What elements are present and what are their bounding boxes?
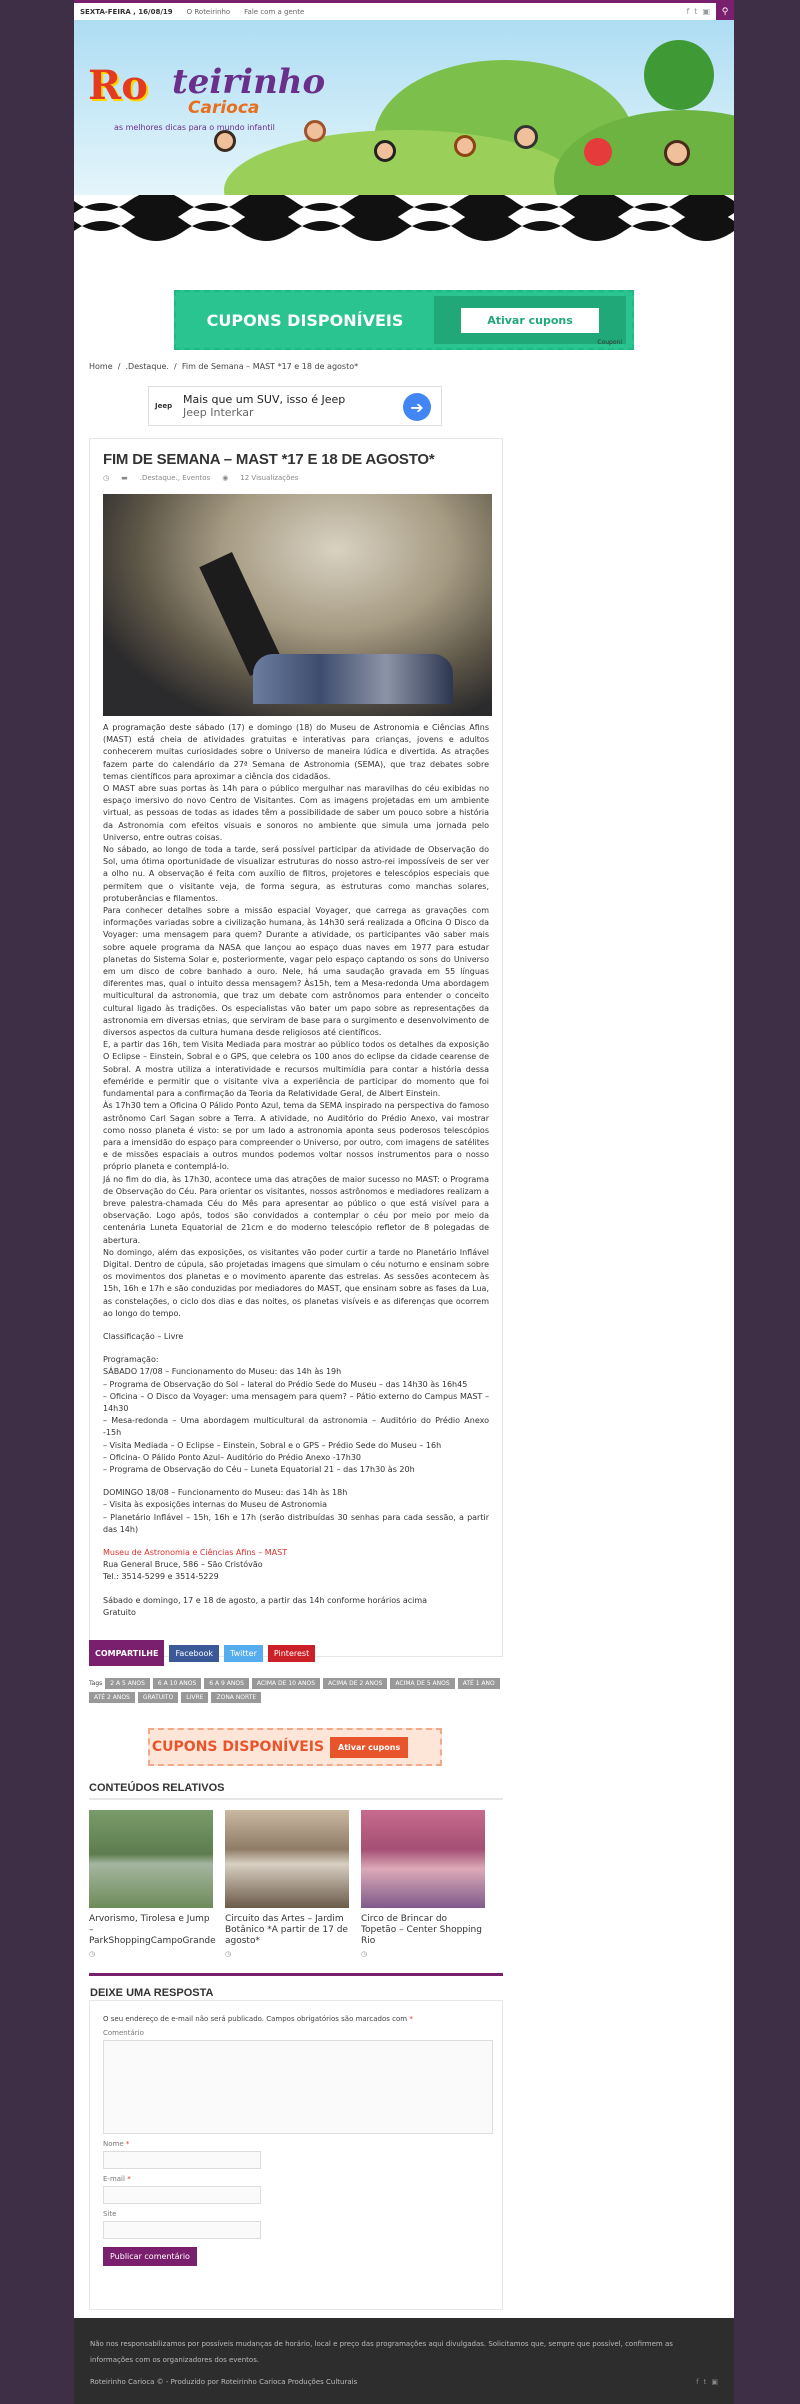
- site-input[interactable]: [103, 2221, 261, 2239]
- tag[interactable]: GRATUITO: [138, 1692, 178, 1703]
- footer-disclaimer: Não nos responsabilizamos por possíveis mudanças de horário, local e preço das programações aqui divulgadas. Solicitamos que, sempre que possível, confirmem as informações com os organizadores dos eventos.: [90, 2340, 673, 2364]
- program-line: – Oficina – O Disco da Voyager: uma mensagem para quem? – Pátio externo do Campus MAST – 14h30: [103, 1391, 489, 1413]
- instagram-icon[interactable]: ▣: [711, 2378, 718, 2386]
- breadcrumb-current: Fim de Semana – MAST *17 e 18 de agosto*: [181, 362, 359, 371]
- site-label: Site: [103, 2210, 117, 2218]
- tree-icon: [644, 40, 714, 110]
- paragraph: E, a partir das 16h, tem Visita Mediada para mostrar ao público todos os detalhes da exposição O Eclipse – Einstein, Sobral e o GPS, que celebra os 100 anos do eclipse da cidade cearense de Sobral. A mostra utiliza a interatividade e recursos multimídia para contar a história dessa efeméride e permitir que o visitante viva a experiência de participar do momento que foi fundamental para a confirmação da Teoria da Relatividade Geral, de Albert Einstein.: [103, 1040, 489, 1099]
- tag[interactable]: ATÉ 1 ANO: [458, 1678, 500, 1689]
- article-meta: [103, 474, 489, 482]
- clock-icon: ◷: [89, 1950, 96, 1958]
- kid-character-icon: [584, 138, 612, 166]
- breadcrumb-home[interactable]: Home: [89, 362, 113, 371]
- logo-tagline: as melhores dicas para o mundo infantil: [114, 123, 275, 132]
- tag[interactable]: ACIMA DE 5 ANOS: [390, 1678, 454, 1689]
- article: [89, 438, 503, 1657]
- comment-textarea[interactable]: [103, 2040, 493, 2134]
- related-thumbnail[interactable]: [225, 1810, 349, 1908]
- coupon-button-area: [434, 296, 626, 344]
- paragraph: A programação deste sábado (17) e domingo (18) do Museu de Astronomia e Ciências Afins (MAST) está cheia de atividades gratuitas e interativas para crianças, jovens e adultos conhecerem muitas curiosidades sobre o Universo de maneira lúdica e divertida. As atrações fazem parte do calendário da 27ª Semana de Astronomia (SEMA), que traz debates sobre temas científicos para aproximar a ciência dos cidadãos.: [103, 723, 489, 781]
- related-thumbnail[interactable]: [361, 1810, 485, 1908]
- site-footer: [74, 2318, 734, 2404]
- share-bar: [89, 1640, 503, 1666]
- article-category[interactable]: .Destaque., Eventos: [139, 474, 211, 482]
- kid-character-icon: [454, 135, 476, 157]
- paragraph: O MAST abre suas portas às 14h para o público mergulhar nas maravilhas do céu exibidas no espaço imersivo do novo Centro de Visitantes. Com as imagens projetadas em um ambiente virtual, as pessoas de todas as idades têm a possibilidade de saber um pouco sobre a história da Astronomia com efeitos visuais e sonoros no ambiente que simula uma jornada pelo Universo, entre outras coisas.: [103, 784, 489, 842]
- program-title: Programação:: [103, 1355, 159, 1365]
- program-line: – Mesa-redonda – Uma abordagem multicultural da astronomia – Auditório do Prédio Anexo -15h: [103, 1416, 489, 1438]
- kid-character-icon: [214, 130, 236, 152]
- clock-icon: ◷: [225, 1950, 232, 1958]
- kid-character-icon: [374, 140, 396, 162]
- tag[interactable]: 2 A 5 ANOS: [105, 1678, 150, 1689]
- tag[interactable]: ACIMA DE 2 ANOS: [323, 1678, 387, 1689]
- comment-note: O seu endereço de e-mail não será publicado. Campos obrigatórios são marcados com *: [103, 2015, 413, 2023]
- program-line: – Visita às exposições internas do Museu de Astronomia: [103, 1500, 328, 1510]
- pinterest-share-button[interactable]: Pinterest: [268, 1645, 315, 1662]
- related-item[interactable]: [361, 1810, 485, 1958]
- comment-form: [89, 1987, 503, 2310]
- tag[interactable]: ACIMA DE 10 ANOS: [252, 1678, 320, 1689]
- submit-comment-button[interactable]: Publicar comentário: [103, 2247, 197, 2266]
- coupon-brand: Couponi: [597, 339, 622, 346]
- article-body: [103, 722, 489, 1619]
- comment-label: Comentário: [103, 2029, 144, 2037]
- clock-icon: ◷: [361, 1950, 368, 1958]
- arrow-right-icon[interactable]: ➔: [403, 393, 431, 421]
- twitter-icon[interactable]: t: [703, 2378, 707, 2386]
- footer-credits: Roteirinho Carioca © - Produzido por Roteirinho Carioca Produções Culturais: [90, 2378, 358, 2386]
- classification: Classificação – Livre: [103, 1331, 184, 1341]
- program-line: – Visita Mediada – O Eclipse – Einstein, Sobral e o GPS – Prédio Sede do Museu – 16h: [103, 1440, 442, 1450]
- current-date: SEXTA-FEIRA , 16/08/19: [80, 7, 173, 16]
- email-input[interactable]: [103, 2186, 261, 2204]
- nav-link-fale-conosco[interactable]: Fale com a gente: [244, 7, 305, 16]
- logo-teirinho: teirinho: [172, 62, 326, 102]
- tag[interactable]: LIVRE: [181, 1692, 208, 1703]
- coupon-label: CUPONS DISPONÍVEIS: [151, 1739, 325, 1755]
- page-wrapper: [74, 20, 734, 2318]
- share-label: COMPARTILHE: [89, 1640, 164, 1666]
- article-title: FIM DE SEMANA – MAST *17 E 18 DE AGOSTO*: [103, 451, 435, 468]
- related-item[interactable]: [89, 1810, 216, 1958]
- program-line: – Programa de Observação do Céu – Luneta Equatorial 21 – das 17h30 às 20h: [103, 1464, 415, 1474]
- tag[interactable]: 6 A 10 ANOS: [153, 1678, 201, 1689]
- ad-line-1: Mais que um SUV, isso é Jeep: [183, 393, 346, 406]
- twitter-share-button[interactable]: Twitter: [224, 1645, 263, 1662]
- facebook-icon[interactable]: f: [686, 7, 690, 16]
- ad-line-2: Jeep Interkar: [183, 406, 254, 419]
- program-line: DOMINGO 18/08 – Funcionamento do Museu: das 14h às 18h: [103, 1488, 348, 1498]
- jeep-ad-banner[interactable]: [148, 386, 442, 426]
- breadcrumb-destaque[interactable]: .Destaque.: [125, 362, 169, 371]
- related-caption[interactable]: Circo de Brincar do Topetão – Center Shopping Rio: [361, 1914, 482, 1946]
- breadcrumb: Home / .Destaque. / Fim de Semana – MAST *17 e 18 de agosto*: [89, 362, 359, 371]
- paragraph: Às 17h30 tem a Oficina O Pálido Ponto Azul, tema da SEMA inspirado na perspectiva do famoso astrônomo Carl Sagan sobre a Terra. A atividade, no Auditório do Prédio Anexo, vai mostrar como nosso planeta é visto: se por um lado a astronomia aponta seus poderosos telescópios para a imensidão do espaço para compreender o Universo, por outro, com imagens de satélites e de missões espaciais a outros mundos podemos voltar nossos instrumentos para o nosso próprio planeta e contemplá-lo.: [103, 1101, 489, 1172]
- clock-icon: ◷: [103, 474, 110, 482]
- top-bar: [74, 0, 734, 20]
- tags-list: [89, 1678, 503, 1703]
- site-header[interactable]: [74, 20, 734, 242]
- ad-text: [183, 393, 345, 419]
- related-item[interactable]: [225, 1810, 349, 1958]
- twitter-icon[interactable]: t: [694, 7, 698, 16]
- venue-address: Rua General Bruce, 586 – São Cristóvão: [103, 1560, 263, 1570]
- program-line: – Programa de Observação do Sol – lateral do Prédio Sede do Museu – das 14h30 às 16h45: [103, 1379, 468, 1389]
- comment-title: DEIXE UMA RESPOSTA: [90, 1987, 214, 1999]
- eye-icon: ◉: [222, 474, 229, 482]
- kid-character-icon: [664, 140, 690, 166]
- email-label: E-mail *: [103, 2175, 131, 2183]
- tag[interactable]: ZONA NORTE: [211, 1692, 261, 1703]
- kid-character-icon: [514, 125, 538, 149]
- related-title: CONTEÚDOS RELATIVOS: [89, 1782, 225, 1794]
- tag[interactable]: 6 A 9 ANOS: [204, 1678, 249, 1689]
- divider: [89, 1973, 503, 1976]
- related-caption[interactable]: Arvorismo, Tirolesa e Jump – ParkShoppingCampoGrande: [89, 1914, 216, 1946]
- related-caption[interactable]: Circuito das Artes – Jardim Botânico *A partir de 17 de agosto*: [225, 1914, 348, 1946]
- venue-link[interactable]: Museu de Astronomia e Ciências Afins – MAST: [103, 1548, 288, 1557]
- name-label: Nome *: [103, 2140, 130, 2148]
- program-line: – Oficina- O Pálido Ponto Azul– Auditório do Prédio Anexo -17h30: [103, 1452, 362, 1462]
- name-input[interactable]: [103, 2151, 261, 2169]
- tag[interactable]: ATÉ 2 ANOS: [89, 1692, 135, 1703]
- paragraph: No domingo, além das exposições, os visitantes vão poder curtir a tarde no Planetário Inflável Digital. Dentro de cúpula, são projetadas imagens que simulam o céu noturno e ensinam sobre os movimentos dos planetas e o movimento aparente das estrelas. As sessões acontecem às 15h, 16h e 17h e são conduzidas por mediadores do MAST, que ensinam sobre as fases da Lua, as constelações, o ciclo dos dias e das noites, os planetas visíveis e as diferenças que ocorrem ao longo do tempo.: [103, 1247, 489, 1318]
- facebook-share-button[interactable]: Facebook: [169, 1645, 219, 1662]
- coupon-label: CUPONS DISPONÍVEIS: [206, 310, 404, 330]
- tags-label: Tags: [89, 1680, 103, 1687]
- kid-character-icon: [304, 120, 326, 142]
- related-thumbnail[interactable]: [89, 1810, 213, 1908]
- social-icons: [686, 7, 710, 16]
- jeep-logo: Jeep: [155, 402, 173, 410]
- logo-ro: Ro: [88, 62, 148, 109]
- instagram-icon[interactable]: ▣: [702, 7, 710, 16]
- program-line: – Planetário Inflável – 15h, 16h e 17h (serão distribuídas 30 senhas para cada sessão, a partir das 14h): [103, 1512, 489, 1534]
- paragraph: No sábado, ao longo de toda a tarde, será possível participar da atividade de Observação do Sol, uma ótima oportunidade de visualizar estruturas do nosso astro-rei impossíveis de ser ver a olho nu. A observação é feita com auxílio de filtros, projetores e telescópios especiais que permitem que o visitante veja, de forma segura, as estruturas como manchas solares, protuberâncias e filamentos.: [103, 845, 489, 903]
- calcadao-wave-pattern: [74, 195, 734, 242]
- event-price: Gratuito: [103, 1607, 136, 1617]
- activate-coupons-button[interactable]: Ativar cupons: [330, 1737, 408, 1758]
- coupon-banner-bottom[interactable]: [148, 1728, 442, 1766]
- logo-carioca: Carioca: [188, 98, 260, 118]
- program-line: SÁBADO 17/08 – Funcionamento do Museu: das 14h às 19h: [103, 1367, 342, 1377]
- nav-link-o-roteirinho[interactable]: O Roteirinho: [186, 7, 231, 16]
- coupon-banner-top[interactable]: [174, 290, 634, 350]
- footer-social-icons: [696, 2374, 718, 2390]
- article-views: 12 Visualizações: [240, 474, 299, 482]
- search-icon[interactable]: ⚲: [716, 2, 734, 22]
- article-photo-observatory: [103, 494, 492, 716]
- activate-coupons-button[interactable]: Ativar cupons: [461, 308, 599, 333]
- folder-icon: ▬: [121, 474, 128, 482]
- paragraph: Para conhecer detalhes sobre a missão espacial Voyager, que carrega as gravações com informações variadas sobre a civilização humana, às 14h30 será realizada a Oficina O Disco da Voyager: uma mensagem para quem? Durante a atividade, os participantes vão saber mais sobre aquele programa da NASA que lançou ao espaço duas naves em 1977 para estudar planetas do Sistema Solar e, posteriormente, vagar pelo espaço captando os sons do Universo em um disco de cobre banhado a ouro. Nele, há uma saudação gravada em 55 línguas diferentes mas, qual o intuito dessa mensagem? Às15h, tem a Mesa-redonda Uma abordagem multicultural da astronomia, que traz um debate com astrônomos para entender o conceito cultural ligado às tradições. Os especialistas vão bater um papo sobre as representações da astronomia em diversas etnias, que serviram de base para o surgimento e desenvolvimento de diversos aspectos da cultura humana desde religiosos até científicos.: [103, 906, 489, 1038]
- venue-phone: Tel.: 3514-5299 e 3514-5229: [103, 1572, 219, 1582]
- event-when: Sábado e domingo, 17 e 18 de agosto, a partir das 14h conforme horários acima: [103, 1595, 428, 1605]
- divider: [89, 1798, 503, 1800]
- facebook-icon[interactable]: f: [696, 2378, 699, 2386]
- paragraph: Já no fim do dia, às 17h30, acontece uma das atrações de maior sucesso no MAST: o Programa de Observação do Céu. Para orientar os visitantes, nossos astrônomos e mediadores realizam a breve palestra-chamada Céu do Mês para apresentar ao público o que está visível para a observação. Logo após, todos são convidados a contemplar o céu por meio por meio da centenária Luneta Equatorial de 21cm e do moderno telescópio refletor de 8 polegadas de abertura.: [103, 1174, 489, 1245]
- visitors-shape: [253, 654, 453, 704]
